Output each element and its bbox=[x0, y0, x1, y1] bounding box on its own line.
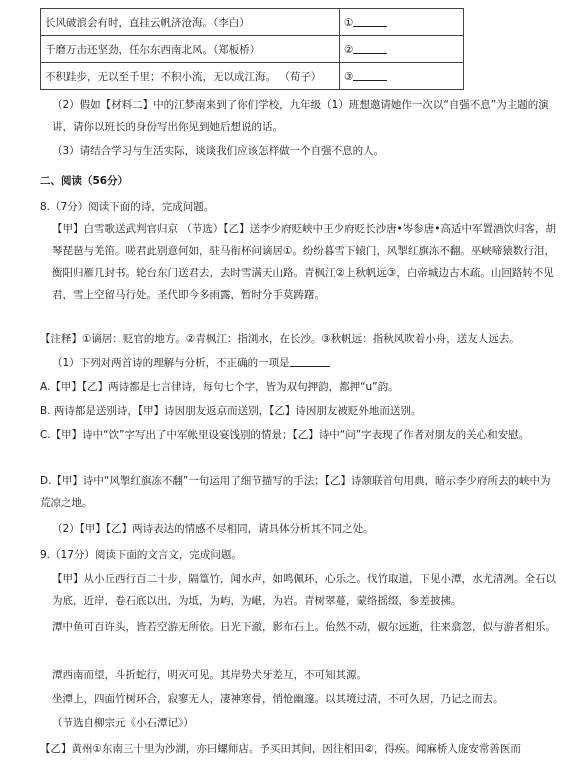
option-d: D.【甲】诗中“风掣红旗冻不翻”一句运用了细节描写的手法；【乙】诗颔联首句用典，暗示李少府所去的峡中为荒凉之地。 bbox=[40, 475, 551, 509]
answer-blank[interactable] bbox=[290, 356, 330, 367]
table-row bbox=[41, 63, 464, 90]
classical-text-p1: 【甲】从小丘西行百二十步，隔篁竹，闻水声，如鸣佩环，心乐之。伐竹取道，下见小潭，水尤清冽。全石以为底，近岸，卷石底以出，为坻，为屿，为嵁，为岩。青树翠蔓，蒙络摇缀，参差披拂。 bbox=[52, 573, 556, 607]
classical-text-p3: 潭西南而望，斗折蛇行，明灭可见。其岸势犬牙差互，不可知其源。 bbox=[52, 669, 367, 681]
question-8-1: （1）下列对两首诗的理解与分析，不正确的一项是 bbox=[40, 352, 564, 374]
option-b: B. 两诗都是送别诗，【甲】诗因朋友返京而送别，【乙】诗因朋友被贬外地而送别。 bbox=[40, 405, 422, 417]
option-c: C.【甲】诗中“饮”字写出了中军帐里设宴饯别的情景；【乙】诗中“问”字表现了作者对朋友的关心和安慰。 bbox=[40, 429, 530, 441]
answer-blank[interactable] bbox=[353, 70, 387, 81]
table-cell-answer: ① bbox=[340, 9, 464, 36]
poem-notes: 【注释】①谪居：贬官的地方。②青枫江：指浏水，在长沙。③秋帆远：指秋风吹着小舟，送友人远去。 bbox=[40, 333, 520, 345]
section-heading-reading: 二、阅读（56分） bbox=[40, 175, 129, 187]
table-cell-verse: 千磨万击还坚劲，任尔东西南北风。（郑板桥） bbox=[41, 36, 340, 63]
question-2: （2）假如【材料二】中的江梦南来到了你们学校，九年级（1）班想邀请她作一次以“自强不息”为主题的演讲，请你以班长的身份写出你见到她后想说的话。 bbox=[52, 99, 549, 133]
question-3: （3）请结合学习与生活实际，谈谈我们应该怎样做一个自强不息的人。 bbox=[52, 145, 385, 157]
table-cell-answer: ③ bbox=[340, 63, 464, 90]
answer-blank[interactable] bbox=[353, 43, 387, 54]
source-note: （节选自柳宗元《小石潭记》） bbox=[52, 717, 194, 729]
option-a: A.【甲】【乙】两诗都是七言律诗，每句七个字，皆为双句押韵，都押“u”韵。 bbox=[40, 381, 399, 393]
question-9-intro: 9.（17分）阅读下面的文言文，完成问题。 bbox=[40, 549, 242, 561]
answer-blank[interactable] bbox=[353, 16, 387, 27]
classical-text-p6: 【乙】黄州①东南三十里为沙湖，亦曰螺师店。予买田其间，因往相田②，得疾。闻麻桥人庞安常善医而 bbox=[40, 743, 521, 755]
poem-text: 【甲】白雪歌送武判官归京 （节选）【乙】送李少府贬峡中王少府贬长沙唐•岑参唐•高适中军置酒饮归客，胡琴琵琶与羌笛。嗟君此别意何如，驻马衔杯问谪居①。纷纷暮雪下辕门，风掣红旗冻不翻。巫峡啼猿数行泪，衡阳归雁几封书。轮台东门送君去，去时雪满天山路。青枫江②上秋帆远③，白帝城边古木疏。山回路转不见君，雪上空留马行处。圣代即今多雨露，暂时分手莫踌躇。 bbox=[52, 223, 556, 301]
classical-text-p4: 坐潭上，四面竹树环合，寂寥无人，凄神寒骨，悄怆幽邃。以其境过清，不可久居，乃记之而去。 bbox=[52, 693, 504, 705]
table-cell-verse: 不积跬步，无以至千里；不积小流，无以成江海。 （荀子） bbox=[41, 63, 340, 90]
table-cell-answer: ② bbox=[340, 36, 464, 63]
question-8-2: （2）【甲】【乙】两诗表达的情感不尽相同，请具体分析其不同之处。 bbox=[52, 523, 374, 535]
classical-text-p2: 潭中鱼可百许头，皆若空游无所依。日光下澈，影布石上。佁然不动，俶尔远逝，往来翕忽，似与游者相乐。 bbox=[52, 621, 556, 633]
table-row bbox=[41, 36, 464, 63]
table-row bbox=[41, 9, 464, 36]
poem-table bbox=[40, 8, 464, 90]
question-8-intro: 8.（7分）阅读下面的诗，完成问题。 bbox=[40, 201, 215, 213]
table-cell-verse: 长风破浪会有时，直挂云帆济沧海。（李白） bbox=[41, 9, 340, 36]
